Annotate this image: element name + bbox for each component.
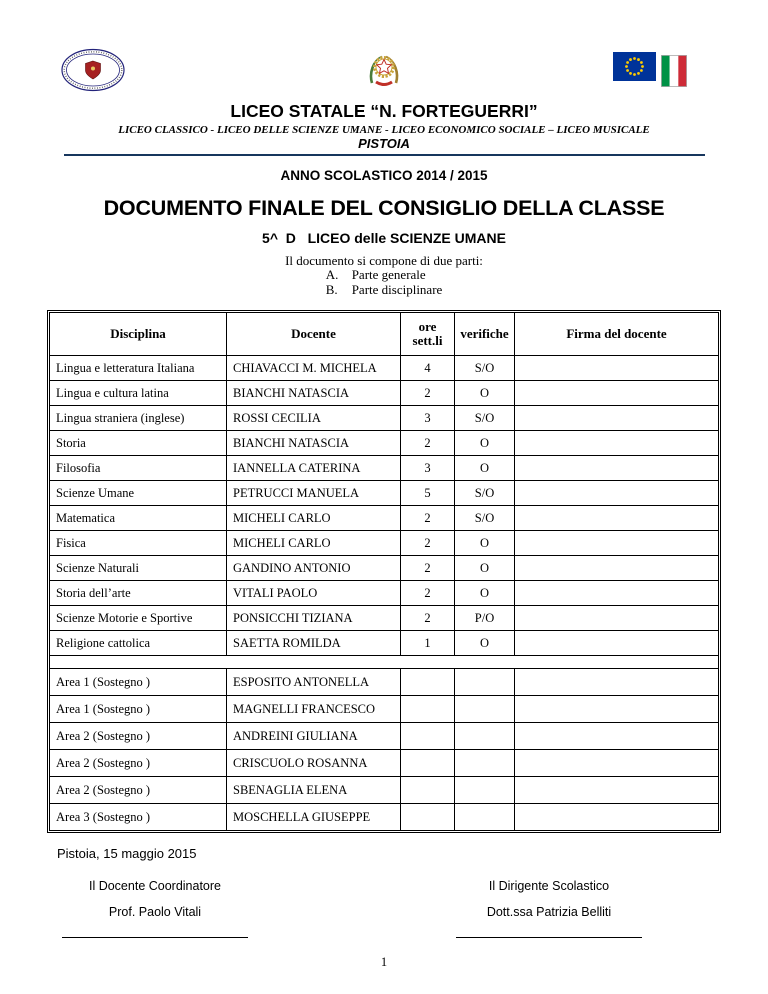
table-row — [50, 581, 719, 606]
cell-disciplina: Lingua e cultura latina — [50, 381, 227, 406]
table-row — [50, 531, 719, 556]
intro-line: Il documento si compone di due parti: — [285, 253, 483, 268]
part-label: A. — [325, 267, 339, 282]
italian-republic-emblem-logo — [362, 48, 406, 97]
cell-docente: BIANCHI NATASCIA — [227, 381, 401, 406]
director-role: Il Dirigente Scolastico — [488, 879, 610, 893]
director-name: Dott.ssa Patrizia Belliti — [486, 905, 612, 919]
cell-verifiche: S/O — [455, 506, 515, 531]
cell-firma — [515, 581, 719, 606]
cell-docente: ESPOSITO ANTONELLA — [227, 669, 401, 696]
cell-verifiche — [455, 723, 515, 750]
header-verifiche: verifiche — [455, 313, 515, 356]
cell-disciplina: Storia dell’arte — [50, 581, 227, 606]
cell-ore: 2 — [401, 556, 455, 581]
header-ore-line2: sett.li — [412, 333, 443, 348]
cell-disciplina: Area 2 (Sostegno ) — [50, 723, 227, 750]
cell-disciplina: Area 2 (Sostegno ) — [50, 777, 227, 804]
table-row — [50, 356, 719, 381]
director-block — [439, 879, 659, 938]
document-title: DOCUMENTO FINALE DEL CONSIGLIO DELLA CLASSE — [103, 196, 665, 220]
cell-ore — [401, 696, 455, 723]
cell-docente: CHIAVACCI M. MICHELA — [227, 356, 401, 381]
cell-firma — [515, 531, 719, 556]
italy-flag-icon — [661, 55, 687, 87]
cell-ore: 5 — [401, 481, 455, 506]
header-disciplina: Disciplina — [50, 313, 227, 356]
cell-disciplina: Area 3 (Sostegno ) — [50, 804, 227, 831]
cell-ore: 2 — [401, 581, 455, 606]
cell-ore: 2 — [401, 381, 455, 406]
cell-disciplina: Area 2 (Sostegno ) — [50, 750, 227, 777]
cell-docente: MICHELI CARLO — [227, 506, 401, 531]
cell-disciplina: Lingua e letteratura Italiana — [50, 356, 227, 381]
table-row — [50, 381, 719, 406]
table-row — [50, 406, 719, 431]
part-item — [326, 283, 443, 298]
table-row — [50, 696, 719, 723]
document-parts — [0, 268, 768, 297]
cell-firma — [515, 804, 719, 831]
table-gap-row — [50, 656, 719, 669]
cell-firma — [515, 481, 719, 506]
cell-verifiche: P/O — [455, 606, 515, 631]
cell-docente: SBENAGLIA ELENA — [227, 777, 401, 804]
cell-docente: PONSICCHI TIZIANA — [227, 606, 401, 631]
cell-ore: 2 — [401, 506, 455, 531]
table-gap-cell — [50, 656, 719, 669]
cell-verifiche — [455, 777, 515, 804]
cell-ore — [401, 777, 455, 804]
cell-disciplina: Religione cattolica — [50, 631, 227, 656]
cell-firma — [515, 431, 719, 456]
coordinator-name: Prof. Paolo Vitali — [108, 905, 202, 919]
cell-firma — [515, 456, 719, 481]
cell-firma — [515, 556, 719, 581]
table-row — [50, 750, 719, 777]
coordinator-block — [55, 879, 255, 938]
cell-ore: 3 — [401, 406, 455, 431]
part-label: B. — [325, 281, 338, 297]
place-date-line: Pistoia, 15 maggio 2015 — [57, 846, 197, 861]
cell-verifiche: O — [455, 381, 515, 406]
cell-firma — [515, 506, 719, 531]
table-row — [50, 456, 719, 481]
cell-verifiche — [455, 804, 515, 831]
cell-ore: 3 — [401, 456, 455, 481]
cell-verifiche: S/O — [455, 481, 515, 506]
cell-firma — [515, 750, 719, 777]
cell-verifiche: O — [455, 581, 515, 606]
cell-firma — [515, 381, 719, 406]
header-divider — [64, 154, 705, 156]
cell-firma — [515, 406, 719, 431]
cell-ore: 2 — [401, 431, 455, 456]
header-ore — [401, 313, 455, 356]
table-header-row — [50, 313, 719, 356]
subjects-table-grid — [49, 312, 719, 831]
cell-firma — [515, 777, 719, 804]
cell-verifiche — [455, 669, 515, 696]
cell-firma — [515, 696, 719, 723]
cell-ore — [401, 750, 455, 777]
cell-ore: 1 — [401, 631, 455, 656]
cell-docente: CRISCUOLO ROSANNA — [227, 750, 401, 777]
table-row — [50, 481, 719, 506]
cell-docente: MICHELI CARLO — [227, 531, 401, 556]
director-signature-line — [456, 937, 642, 938]
header-ore-line1: ore — [418, 319, 437, 334]
cell-verifiche: S/O — [455, 406, 515, 431]
table-row — [50, 804, 719, 831]
cell-docente: ANDREINI GIULIANA — [227, 723, 401, 750]
table-row — [50, 606, 719, 631]
cell-disciplina: Storia — [50, 431, 227, 456]
cell-disciplina: Area 1 (Sostegno ) — [50, 669, 227, 696]
table-row — [50, 506, 719, 531]
cell-disciplina: Filosofia — [50, 456, 227, 481]
table-row — [50, 669, 719, 696]
cell-docente: MAGNELLI FRANCESCO — [227, 696, 401, 723]
cell-verifiche: S/O — [455, 356, 515, 381]
table-row — [50, 723, 719, 750]
cell-ore: 2 — [401, 531, 455, 556]
cell-verifiche — [455, 750, 515, 777]
part-item — [326, 268, 443, 283]
cell-verifiche: O — [455, 631, 515, 656]
cell-firma — [515, 631, 719, 656]
school-crest-icon — [60, 48, 126, 92]
table-row — [50, 631, 719, 656]
cell-verifiche: O — [455, 431, 515, 456]
header-firma: Firma del docente — [515, 313, 719, 356]
cell-docente: IANNELLA CATERINA — [227, 456, 401, 481]
flags-group — [613, 52, 687, 87]
cell-docente: ROSSI CECILIA — [227, 406, 401, 431]
part-text: Parte generale — [351, 267, 426, 282]
cell-disciplina: Matematica — [50, 506, 227, 531]
cell-verifiche: O — [455, 556, 515, 581]
cell-disciplina: Scienze Umane — [50, 481, 227, 506]
cell-docente: SAETTA ROMILDA — [227, 631, 401, 656]
table-row — [50, 777, 719, 804]
header-docente: Docente — [227, 313, 401, 356]
cell-disciplina: Fisica — [50, 531, 227, 556]
cell-firma — [515, 723, 719, 750]
cell-docente: PETRUCCI MANUELA — [227, 481, 401, 506]
cell-disciplina: Scienze Naturali — [50, 556, 227, 581]
page-number: 1 — [380, 955, 388, 969]
city-line: PISTOIA — [358, 136, 410, 151]
cell-docente: VITALI PAOLO — [227, 581, 401, 606]
cell-ore: 2 — [401, 606, 455, 631]
coordinator-role: Il Docente Coordinatore — [88, 879, 222, 893]
table-row — [50, 556, 719, 581]
cell-ore — [401, 669, 455, 696]
italian-republic-emblem-icon — [362, 48, 406, 92]
cell-verifiche: O — [455, 531, 515, 556]
school-year-line: ANNO SCOLASTICO 2014 / 2015 — [280, 168, 488, 183]
part-text: Parte disciplinare — [351, 281, 443, 297]
cell-ore: 4 — [401, 356, 455, 381]
class-line: 5^ D LICEO delle SCIENZE UMANE — [262, 230, 506, 246]
cell-verifiche: O — [455, 456, 515, 481]
eu-flag-icon — [613, 52, 656, 81]
cell-firma — [515, 606, 719, 631]
cell-disciplina: Area 1 (Sostegno ) — [50, 696, 227, 723]
cell-ore — [401, 723, 455, 750]
cell-disciplina: Lingua straniera (inglese) — [50, 406, 227, 431]
cell-firma — [515, 669, 719, 696]
school-types-line: LICEO CLASSICO - LICEO DELLE SCIENZE UMANE - LICEO ECONOMICO SOCIALE – LICEO MUSICALE — [118, 124, 650, 136]
cell-docente: BIANCHI NATASCIA — [227, 431, 401, 456]
school-name: LICEO STATALE “N. FORTEGUERRI” — [230, 101, 538, 121]
cell-docente: MOSCHELLA GIUSEPPE — [227, 804, 401, 831]
cell-disciplina: Scienze Motorie e Sportive — [50, 606, 227, 631]
cell-ore — [401, 804, 455, 831]
cell-firma — [515, 356, 719, 381]
cell-verifiche — [455, 696, 515, 723]
school-crest-logo — [60, 48, 126, 97]
cell-docente: GANDINO ANTONIO — [227, 556, 401, 581]
coordinator-signature-line — [62, 937, 248, 938]
table-row — [50, 431, 719, 456]
subjects-table — [47, 310, 721, 833]
